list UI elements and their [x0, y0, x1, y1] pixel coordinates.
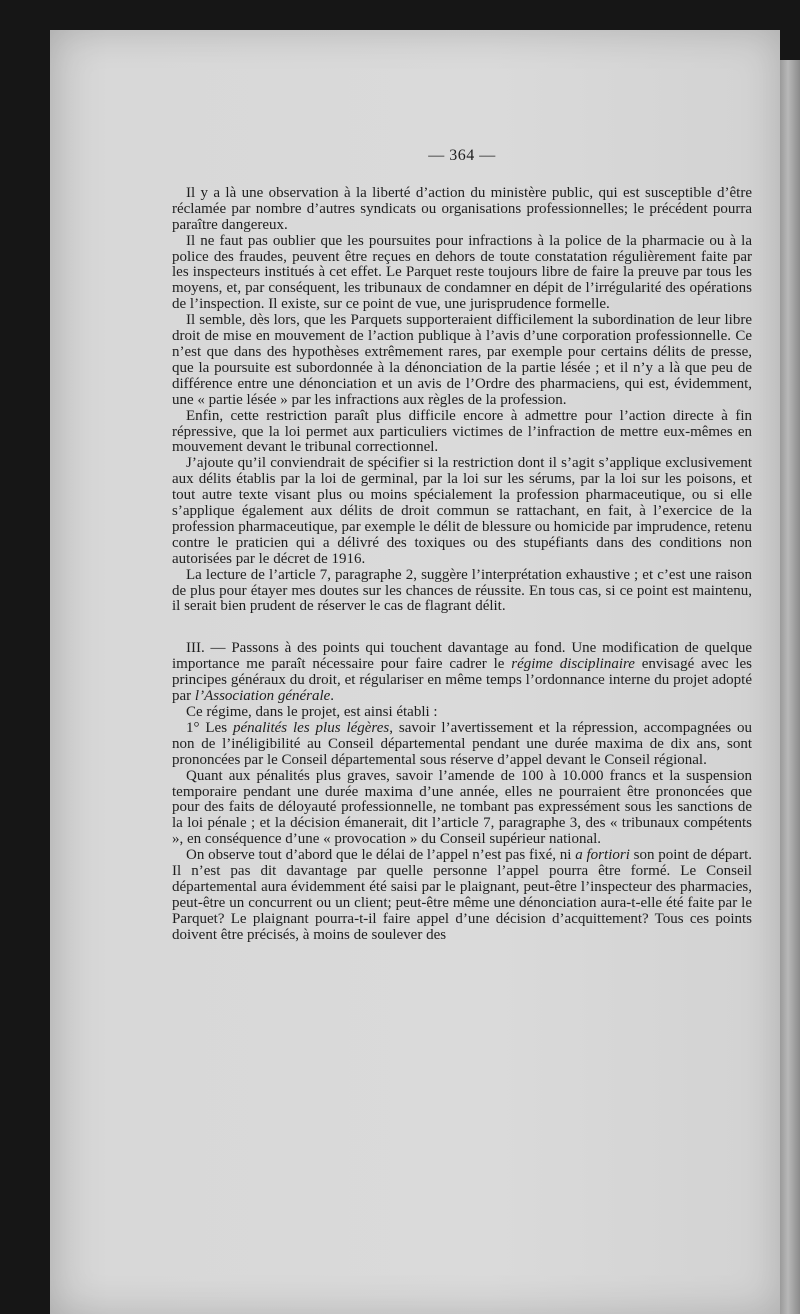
italic-text: l’Association générale	[194, 688, 331, 705]
page-edge	[780, 60, 800, 1314]
paragraph	[172, 234, 752, 314]
text-run: Il semble, dès lors, que les Parquets supporteraient difficilement la subordination de leur libre droit de mise en mouvement de l’action publique à l’avis d’une corporation professionnelle. Ce n’est que dans des hypothèses extrêmement rares, par exemple pour certains délits de presse, que la poursuite est subordonnée à la dénonciation de la partie lésée ; et il n’y a là que peu de différence entre une dénonciation et un avis de l’Ordre des pharmaciens, qui est, évidemment, une « partie lésée » par les infractions aux règles de la profession.	[172, 312, 752, 408]
text-run: Il ne faut pas oublier que les poursuites pour infractions à la police de la pharmacie ou à la police des fraudes, peuvent être reçues en dehors de toute constatation régulièrement faite par les inspecteurs institués à cet effet. Le Parquet reste toujours libre de faire la preuve par tous les moyens, et, par conséquent, les tribunaux de condamner en dépit de l’irrégularité des opérations de l’inspection. Il existe, sur ce point de vue, une jurisprudence formelle.	[172, 232, 752, 313]
page-number: — 364 —	[428, 147, 496, 164]
body-text	[172, 186, 752, 944]
page-content	[172, 148, 752, 944]
paragraph	[172, 186, 752, 234]
text-run: , savoir l’avertissement et la répression, accompagnées ou non de l’inéligibilité au Conseil départemental pendant une durée maxima de dix ans, sont prononcées par le Conseil départemental sous réserve d’appel devant le Conseil régional.	[172, 719, 753, 768]
text-run: envisagé avec les principes généraux du droit, et régulariser en même temps l’ordonnance interne du projet adopté par	[172, 656, 752, 705]
text-run: Ce régime, dans le projet, est ainsi établi :	[186, 704, 438, 720]
text-run: Enfin, cette restriction paraît plus difficile encore à admettre pour l’action directe à fin répressive, que la loi permet aux particuliers victimes de l’infraction de mettre eux-mêmes en mouvement devant le tribunal correctionnel.	[172, 407, 752, 456]
text-run: 1° Les	[186, 719, 233, 736]
italic-text: régime disciplinaire	[511, 656, 635, 673]
text-run: son point de départ. Il n’est pas dit davantage par quelle personne l’appel pourra être formé. Le Conseil départemental aura évidemment été saisi par le plaignant, peut-être l’inspecteur des pharmacies, peut-être un concurrent ou un client; peut-être même une dénonciation aura-t-elle été faite par le Parquet? Le plaignant pourra-t-il faire appel d’une décision d’acquittement? Tous ces points doivent être précisés, à moins de soulever des	[172, 847, 752, 943]
paragraph	[172, 568, 752, 616]
text-run: Il y a là une observation à la liberté d’action du ministère public, qui est susceptible d’être réclamée par nombre d’autres syndicats ou organisations professionnelles; le précédent pourra paraître dangereux.	[172, 184, 752, 233]
italic-text: pénalités les plus légères	[232, 719, 390, 736]
text-run: La lecture de l’article 7, paragraphe 2, suggère l’interprétation exhaustive ; et c’est une raison de plus pour étayer mes doutes sur les chances de réussite. En tous cas, si ce point est maintenu, il serait bien prudent de réserver le cas de flagrant délit.	[172, 566, 752, 615]
paragraph	[172, 456, 752, 567]
paragraph	[172, 409, 752, 457]
text-run: On observe tout d’abord que le délai de l’appel n’est pas fixé, ni	[186, 847, 576, 864]
text-run: .	[330, 688, 335, 705]
italic-text: a fortiori	[575, 847, 630, 864]
paragraph	[172, 769, 752, 849]
paragraph	[172, 705, 752, 721]
text-run: J’ajoute qu’il conviendrait de spécifier si la restriction dont il s’agit s’applique exclusivement aux délits établis par la loi de germinal, par la loi sur les sérums, par la loi sur les poisons, et tout autre texte visant plus ou moins spécialement la profession pharmaceutique, ou si elle s’applique également aux délits de droit commun se rattachant, en fait, à l’exercice de la profession pharmaceutique, par exemple le délit de blessure ou homicide par imprudence, retenu contre le praticien qui a délivré des toxiques ou des stupéfiants dans des conditions non autorisées par le décret de 1916.	[172, 455, 752, 567]
paragraph	[172, 641, 752, 705]
paragraph	[172, 313, 752, 408]
paragraph	[172, 721, 752, 769]
text-run: Quant aux pénalités plus graves, savoir l’amende de 100 à 10.000 francs et la suspension temporaire pendant une durée maxima d’une année, elles ne pourraient être prononcées que pour des faits de déloyauté professionnelle, ne tombant pas expressément sous les sanctions de la loi pénale ; et la décision émanerait, dit l’article 7, paragraphe 3, des « tribunaux compétents », en conséquence d’une « provocation » du Conseil supérieur national.	[172, 767, 752, 848]
text-run: III. — Passons à des points qui touchent davantage au fond. Une modification de quelque importance me paraît nécessaire pour faire cadrer le	[172, 640, 752, 673]
paragraph	[172, 848, 752, 943]
